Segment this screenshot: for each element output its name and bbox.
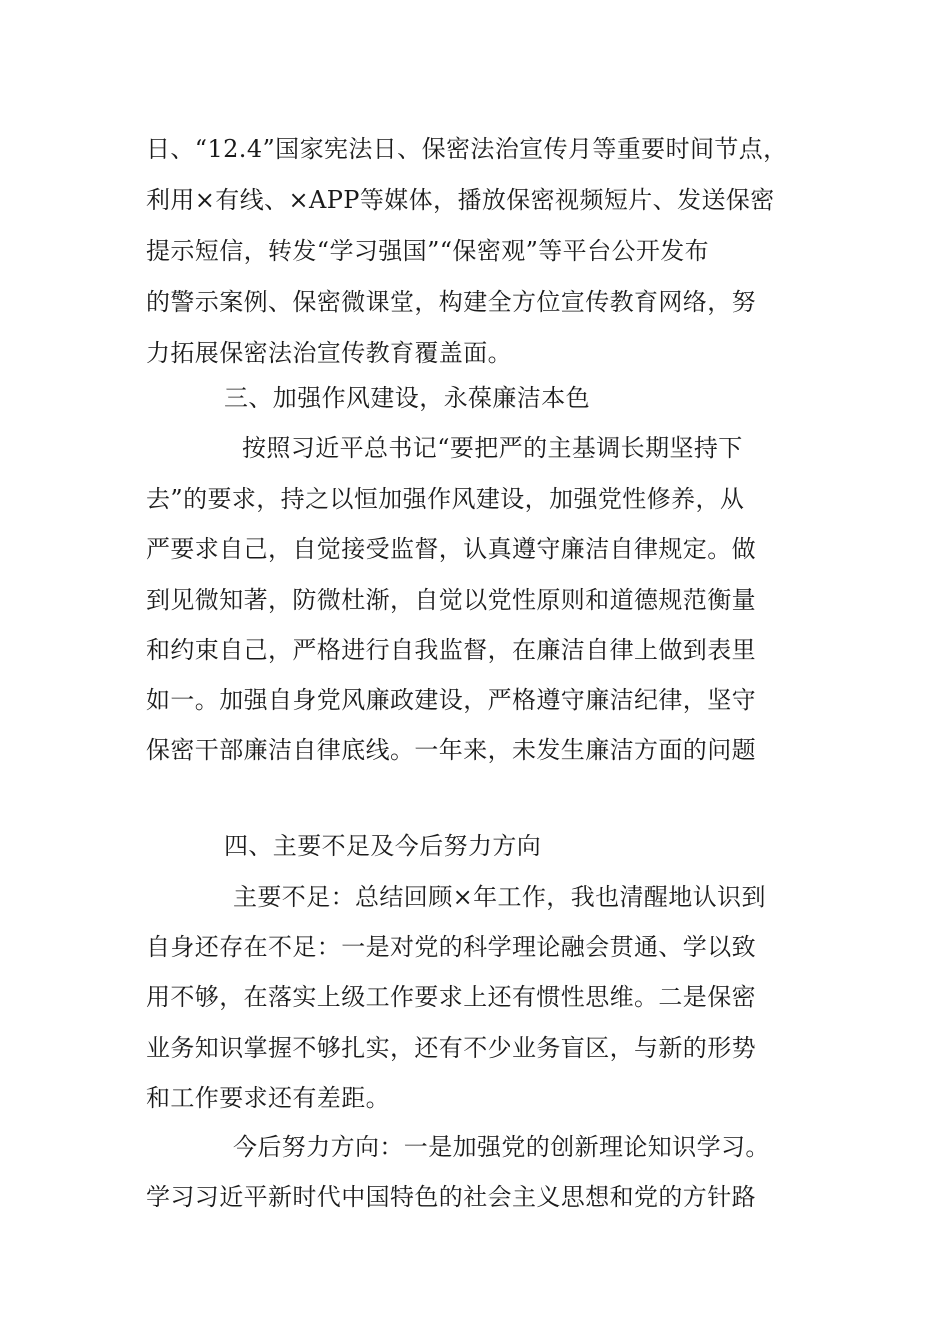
paragraph-line: 用不够，在落实上级工作要求上还有惯性思维。二是保密 xyxy=(146,983,756,1011)
paragraph-line: 业务知识掌握不够扎实，还有不少业务盲区，与新的形势 xyxy=(146,1034,756,1062)
paragraph-line: 到见微知著，防微杜渐，自觉以党性原则和道德规范衡量 xyxy=(146,586,756,614)
paragraph-line: 自身还存在不足：一是对党的科学理论融会贯通、学以致 xyxy=(146,933,756,961)
paragraph-line: 和约束自己，严格进行自我监督，在廉洁自律上做到表里 xyxy=(146,636,756,664)
paragraph-line: 和工作要求还有差距。 xyxy=(146,1084,390,1112)
section-heading: 三、加强作风建设，永葆廉洁本色 xyxy=(224,384,590,412)
paragraph-line: 的警示案例、保密微课堂，构建全方位宣传教育网络，努 xyxy=(146,288,756,316)
paragraph-line: 提示短信，转发“学习强国”“保密观”等平台公开发布 xyxy=(146,237,710,265)
paragraph-line: 日、“12.4”国家宪法日、保密法治宣传月等重要时间节点， xyxy=(146,135,788,163)
paragraph-line: 利用×有线、×APP等媒体，播放保密视频短片、发送保密 xyxy=(146,186,775,214)
paragraph-line: 如一。加强自身党风廉政建设，严格遵守廉洁纪律，坚守 xyxy=(146,686,756,714)
paragraph-line: 学习习近平新时代中国特色的社会主义思想和党的方针路 xyxy=(146,1183,756,1211)
paragraph-line: 严要求自己，自觉接受监督，认真遵守廉洁自律规定。做 xyxy=(146,535,756,563)
paragraph-line: 力拓展保密法治宣传教育覆盖面。 xyxy=(146,339,512,367)
paragraph-line: 今后努力方向：一是加强党的创新理论知识学习。 xyxy=(233,1133,770,1161)
paragraph-line: 去”的要求，持之以恒加强作风建设，加强党性修养，从 xyxy=(146,485,745,513)
paragraph-line: 保密干部廉洁自律底线。一年来，未发生廉洁方面的问题 xyxy=(146,736,756,764)
section-heading: 四、主要不足及今后努力方向 xyxy=(224,832,542,860)
paragraph-line: 按照习近平总书记“要把严的主基调长期坚持下 xyxy=(242,434,743,462)
paragraph-line: 主要不足：总结回顾×年工作，我也清醒地认识到 xyxy=(233,883,766,911)
